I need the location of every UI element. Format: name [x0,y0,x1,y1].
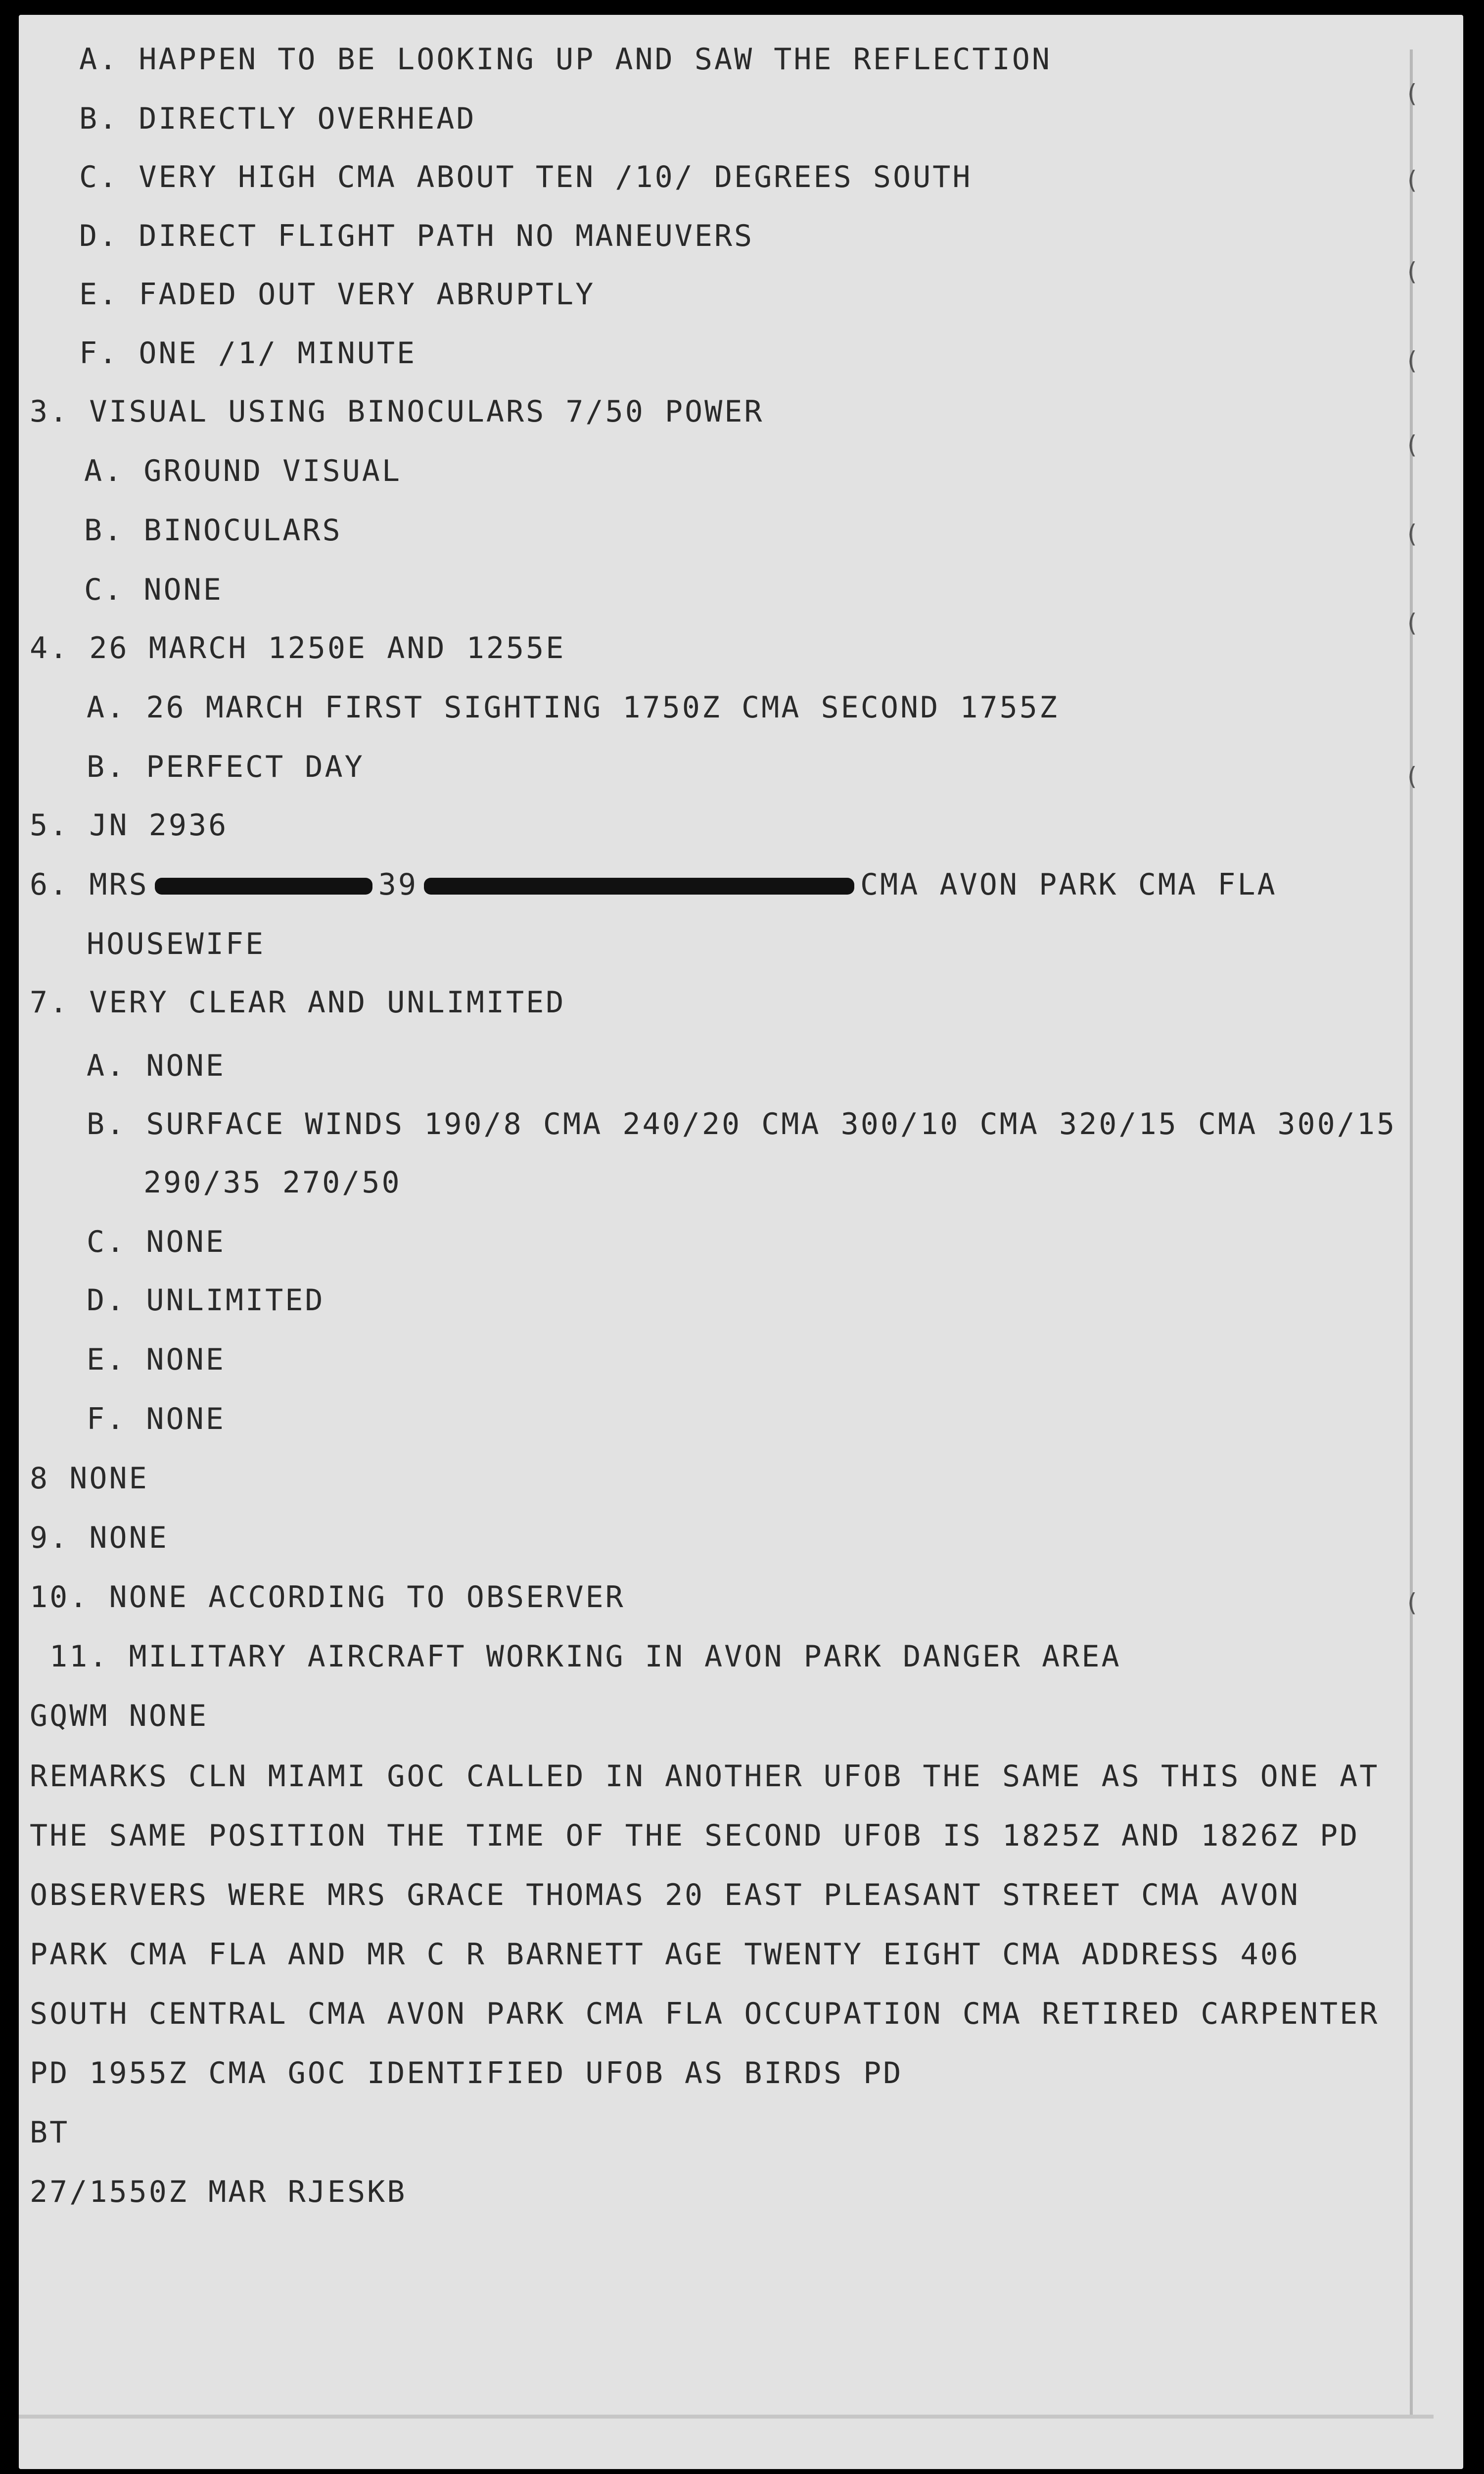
text-line: GQWM NONE [30,1699,209,1733]
text-line: D. DIRECT FLIGHT PATH NO MANEUVERS [79,219,754,253]
text-line: 5. JN 2936 [30,808,229,843]
text-line: SOUTH CENTRAL CMA AVON PARK CMA FLA OCCUPATION CMA RETIRED CARPENTER [30,1997,1380,2031]
text-line: 11. MILITARY AIRCRAFT WORKING IN AVON PARK DANGER AREA [49,1639,1121,1674]
text-line: 3. VISUAL USING BINOCULARS 7/50 POWER [30,394,764,429]
text-line: BT [30,2115,70,2150]
text-line: A. 26 MARCH FIRST SIGHTING 1750Z CMA SECOND 1755Z [87,690,1060,725]
text-line: 9. NONE [30,1521,169,1555]
text-line: B. SURFACE WINDS 190/8 CMA 240/20 CMA 300/10 CMA 320/15 CMA 300/15 [87,1107,1397,1142]
observer-age: 39 [378,867,418,902]
observer-label: 6. MRS [30,867,149,902]
margin-mark: ( [1407,609,1417,637]
margin-mark: ( [1407,520,1417,548]
text-line: E. FADED OUT VERY ABRUPTLY [79,277,596,312]
text-line: PARK CMA FLA AND MR C R BARNETT AGE TWENTY EIGHT CMA ADDRESS 406 [30,1937,1300,1972]
text-line: 290/35 270/50 [143,1165,402,1200]
margin-mark: ( [1407,762,1417,791]
margin-mark: ( [1407,1588,1417,1617]
text-line: F. NONE [87,1402,226,1436]
text-line: C. NONE [84,572,223,607]
margin-mark: ( [1407,430,1417,459]
text-line: F. ONE /1/ MINUTE [79,336,417,371]
text-line: C. VERY HIGH CMA ABOUT TEN /10/ DEGREES SOUTH [79,160,973,194]
text-line: C. NONE [87,1225,226,1259]
text-line: 10. NONE ACCORDING TO OBSERVER [30,1580,625,1615]
page-edge [1410,49,1413,2415]
margin-mark: ( [1407,166,1417,194]
text-line: REMARKS CLN MIAMI GOC CALLED IN ANOTHER UFOB THE SAME AS THIS ONE AT [30,1759,1380,1794]
text-line: HOUSEWIFE [87,927,266,961]
text-line: B. PERFECT DAY [87,750,365,784]
text-line: PD 1955Z CMA GOC IDENTIFIED UFOB AS BIRDS PD [30,2056,903,2091]
text-line: 8 NONE [30,1461,149,1496]
observer-location: CMA AVON PARK CMA FLA [860,867,1277,902]
page-edge-bottom [19,2415,1434,2419]
text-line: E. NONE [87,1342,226,1377]
text-line: 4. 26 MARCH 1250E AND 1255E [30,631,566,666]
text-line: 27/1550Z MAR RJESKB [30,2175,407,2209]
observer-line [30,867,1277,902]
text-line: OBSERVERS WERE MRS GRACE THOMAS 20 EAST PLEASANT STREET CMA AVON [30,1878,1300,1912]
redaction-mark [155,878,372,895]
text-line: THE SAME POSITION THE TIME OF THE SECOND UFOB IS 1825Z AND 1826Z PD [30,1818,1360,1853]
text-line: A. HAPPEN TO BE LOOKING UP AND SAW THE REFLECTION [79,42,1052,77]
text-line: 7. VERY CLEAR AND UNLIMITED [30,985,566,1020]
document-page [19,15,1463,2469]
margin-mark: ( [1407,79,1417,108]
redaction-mark [424,878,854,895]
margin-mark: ( [1407,257,1417,286]
text-line: B. BINOCULARS [84,513,342,548]
text-line: B. DIRECTLY OVERHEAD [79,101,476,136]
margin-mark: ( [1407,346,1417,375]
text-line: A. NONE [87,1048,226,1083]
text-line: D. UNLIMITED [87,1283,325,1318]
text-line: A. GROUND VISUAL [84,454,402,488]
